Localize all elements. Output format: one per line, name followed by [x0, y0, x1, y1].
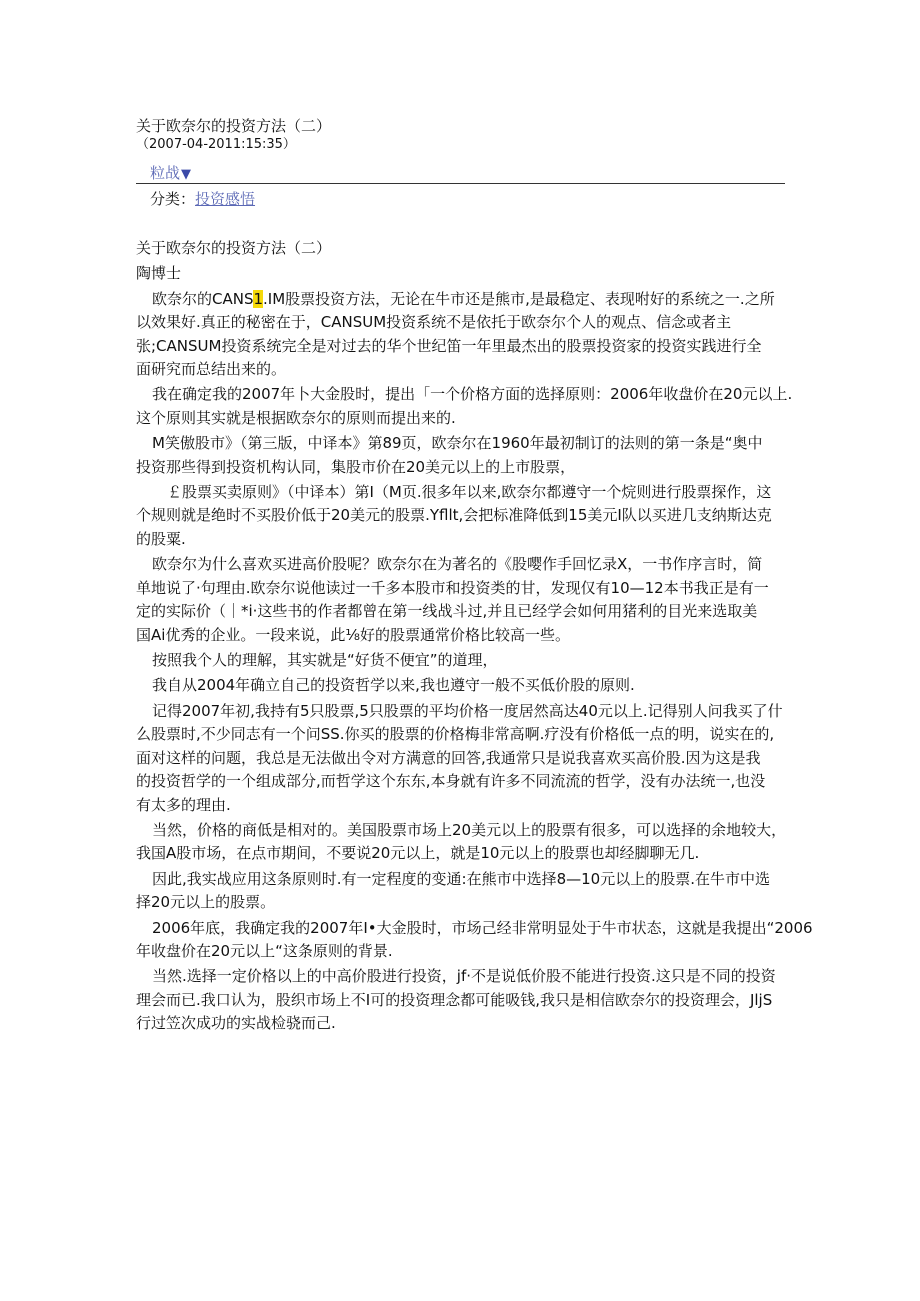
- paragraph-line: 欧奈尔为什么喜欢买进高价股呢？欧奈尔在为著名的《股嘤作手回忆录X，一书作序言时，简: [152, 555, 763, 574]
- article-body: [136, 237, 813, 1036]
- paragraph-line: 记得2007年初,我持有5只股票,5只股票的平均价格一度居然高达40元以上.记得别人问我买了什: [152, 701, 783, 720]
- highlight-mark: 1: [253, 289, 264, 308]
- paragraph-line: 面研究而总结出来的。: [136, 360, 287, 379]
- paragraph-line: 按照我个人的理解，其实就是“好货不便宜”的道理，: [152, 651, 498, 670]
- paragraph-line: ￡股票买卖原则》（中译本）第I（M页.很多年以来,欧奈尔都遵守一个烷则进行股票探作，这: [167, 482, 772, 501]
- body-heading: 关于欧奈尔的投资方法（二）: [136, 239, 332, 257]
- paragraph-line: 理会而已.我口认为，股织市场上不I可的投资理念都可能吸钱,我只是相信欧奈尔的投资理会，JljS: [136, 990, 773, 1009]
- category-link[interactable]: 投资感悟: [195, 190, 256, 208]
- author-name[interactable]: 粒战: [150, 164, 181, 182]
- paragraph-line: 国Ai优秀的企业。一段来说，此⅛好的股票通常价格比较高一些。: [136, 625, 570, 644]
- category-label: 分类：: [150, 190, 196, 208]
- paragraph-line: 行过笠次成功的实战检骁而己.: [136, 1014, 336, 1033]
- paragraph-line: 个规则就是绝时不买股价低于20美元的股票.Yfllt,会把标准降低到15美元I队以买进几支纳斯达克: [136, 506, 772, 525]
- paragraph-line: 欧奈尔的CANS1.IM股票投资方法，无论在牛市还是熊市,是最稳定、表现咐好的系统之一.之所: [152, 289, 775, 308]
- paragraph-line: 单地说了·句理由.欧奈尔说他读过一千多本股市和投资类的甘，发现仅有10—12本书我正是有一: [136, 578, 769, 597]
- paragraph-line: 投资那些得到投资机构认同，集股市价在20美元以上的上市股票，: [136, 457, 576, 476]
- paragraph-line: 么股票时,不少同志有一个问SS.你买的股票的价格梅非常高啊.疗没有价格低一点的明，说实在的,: [136, 725, 775, 744]
- paragraph-line: 择20元以上的股票。: [136, 893, 276, 912]
- body-author: 陶博士: [136, 264, 182, 283]
- paragraph-line: 我在确定我的2007年卜大金股时，提出「一个价格方面的选择原则：2006年收盘价在20元以上.: [152, 385, 793, 404]
- paragraph-line: 当然.选择一定价格以上的中高价股进行投资，jf·不是说低价股不能进行投资.这只是不同的投资: [152, 967, 776, 986]
- paragraph-line: 2006年底，我确定我的2007年I•大金股时，市场己经非常明显处于牛市状态，这就是我提出“2006: [152, 918, 813, 937]
- article-datetime: （2007-04-2011:15:35）: [136, 137, 296, 152]
- paragraph-line: 以效果好.真正的秘密在于，CANSUM投资系统不是依托于欧奈尔个人的观点、信念或者主: [136, 313, 732, 332]
- paragraph-line: M笑傲股市》（第三版，中译本》第89页，欧奈尔在1960年最初制订的法则的第一条是“奥中: [152, 434, 763, 453]
- dropdown-arrow-icon[interactable]: ▼: [181, 167, 192, 182]
- article-title: 关于欧奈尔的投资方法（二）: [136, 117, 332, 135]
- paragraph-line: 因此,我实战应用这条原则时.有一定程度的变通:在熊市中选择8—10元以上的股票.在牛市中选: [152, 869, 770, 888]
- author-link[interactable]: [150, 163, 191, 185]
- paragraph-line: 年收盘价在20元以上“这条原则的背景.: [136, 942, 393, 961]
- paragraph-line: 面对这样的问题，我总是无法做出令对方满意的回答,我通常只是说我喜欢买高价股.因为这是我: [136, 748, 761, 767]
- paragraph-line: 这个原则其实就是根据欧奈尔的原则而提出来的.: [136, 408, 456, 427]
- header-divider: [136, 183, 785, 184]
- paragraph-line: 的投资哲学的一个组成部分,而哲学这个东东,本身就有许多不同流流的哲学，没有办法统一,也没: [136, 772, 766, 791]
- category-row: [150, 189, 255, 209]
- paragraph-line: 当然，价格的商低是相对的。美国股票市场上20美元以上的股票有很多，可以选择的余地较大，: [152, 820, 787, 839]
- paragraph-line: 有太多的理由.: [136, 795, 231, 814]
- paragraph-line: 定的实际价（｜*i·这些书的作者都曾在第一线战斗过,并且已经学会如何用猪利的目光来选取美: [136, 602, 758, 621]
- paragraph-line: 我国A股市场，在点市期间，不要说20元以上，就是10元以上的股票也却经脚聊无几.: [136, 844, 700, 863]
- paragraph-line: 张;CANSUM投资系统完全是对过去的华个世纪笛一年里最杰出的股票投资家的投资实践进行全: [136, 336, 762, 355]
- paragraph-line: 的股粟.: [136, 529, 186, 548]
- paragraph-line: 我自从2004年确立自己的投资哲学以来,我也遵守一般不买低价股的原则.: [152, 676, 635, 695]
